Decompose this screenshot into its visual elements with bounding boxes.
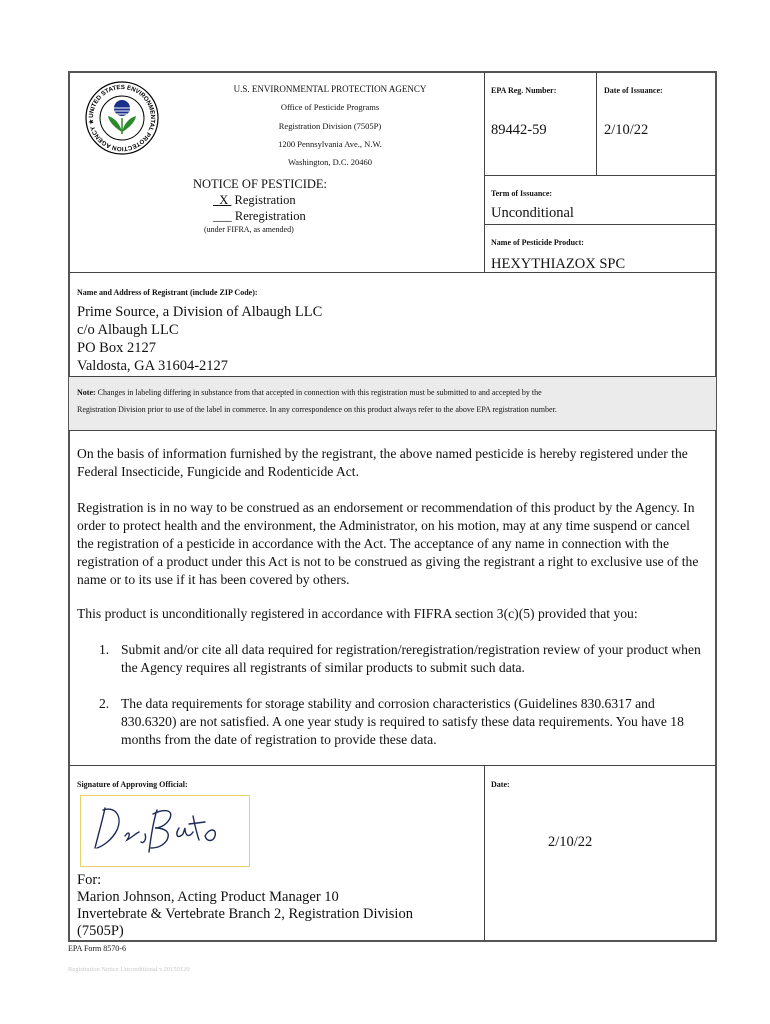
notice-under: (under FIFRA, as amended) xyxy=(204,225,294,234)
note-line-2: Registration Division prior to use of the label in commerce. In any correspondence on this product always refer to the above EPA registration number. xyxy=(77,405,557,414)
product-name-value: HEXYTHIAZOX SPC xyxy=(491,256,626,272)
term-label: Term of Issuance: xyxy=(491,189,553,198)
reg-date-divider xyxy=(596,72,597,175)
product-divider xyxy=(484,224,716,225)
signature-box xyxy=(80,795,250,867)
sign-date-value: 2/10/22 xyxy=(548,834,593,850)
product-name-label: Name of Pesticide Product: xyxy=(491,238,584,247)
reg-number-label: EPA Reg. Number: xyxy=(491,86,557,95)
svg-text:UNITED STATES ENVIRONMENTAL PR: UNITED STATES ENVIRONMENTAL PROTECTION AGENCY ★ xyxy=(87,83,157,153)
body-paragraph-2: Registration is in no way to be construed as an endorsement or recommendation of this product by the Agency. In order to protect health and the environment, the Administrator, on his motion, may at any time suspend or cancel the registration of a pesticide in accordance with the Act. The acceptance of any name in connection with the registration of a product under this Act is not to be construed as giving the registrant a right to exclusive use of the name or to its use if it has been covered by others. xyxy=(77,500,699,587)
signature-divider xyxy=(69,765,716,766)
signature-division-code: (7505P) xyxy=(77,923,124,939)
condition-2-text: The data requirements for storage stability and corrosion characteristics (Guidelines 830.6317 and 830.6320) are not satisfied. A one year study is required to satisfy these data requirements. You have 18 months from the date of registration to provide these data. xyxy=(121,696,684,747)
note-line-1 xyxy=(77,388,542,397)
agency-division: Registration Division (7505P) xyxy=(278,121,382,131)
registrant-line-4: Valdosta, GA 31604-2127 xyxy=(77,358,229,374)
body-paragraph-1: On the basis of information furnished by the registrant, the above named pesticide is hereby registered under the Federal Insecticide, Fungicide and Rodenticide Act. xyxy=(77,446,688,479)
registrant-line-2: c/o Albaugh LLC xyxy=(77,322,179,338)
agency-name: U.S. ENVIRONMENTAL PROTECTION AGENCY xyxy=(233,84,427,94)
agency-office: Office of Pesticide Programs xyxy=(280,102,380,112)
reg-number-value: 89442-59 xyxy=(491,122,547,138)
signature-official-name: Marion Johnson, Acting Product Manager 10 xyxy=(77,889,339,905)
note-label: Note: xyxy=(77,388,96,397)
signature-date-divider xyxy=(484,765,485,941)
header-divider xyxy=(484,72,485,272)
form-footer-version: Registration Notice Unconditional v.20150120 xyxy=(68,966,190,973)
registrant-label: Name and Address of Registrant (include ZIP Code): xyxy=(77,288,258,297)
body-paragraph-3: This product is unconditionally registered in accordance with FIFRA section 3(c)(5) provided that you: xyxy=(77,606,638,621)
condition-1-text: Submit and/or cite all data required for registration/reregistration/registration review of your product when the Agency requires all registrants of similar products to submit such data. xyxy=(121,642,701,675)
notice-registration-option: X Registration xyxy=(213,193,296,207)
condition-1-number: 1. xyxy=(99,642,110,657)
note-text-1: Changes in labeling differing in substance from that accepted in connection with this registration must be submitted to and accepted by the xyxy=(97,388,542,397)
note-box xyxy=(69,376,716,431)
condition-2-number: 2. xyxy=(99,696,110,711)
form-number: EPA Form 8570-6 xyxy=(68,944,126,953)
issuance-date-label: Date of Issuance: xyxy=(604,86,663,95)
term-divider xyxy=(484,175,716,176)
issuance-date-value: 2/10/22 xyxy=(604,122,649,138)
notice-reregistration-option: ___ Reregistration xyxy=(213,209,306,223)
notice-title: NOTICE OF PESTICIDE: xyxy=(192,177,328,191)
epa-seal-logo xyxy=(82,76,162,160)
signature-label: Signature of Approving Official: xyxy=(77,780,188,789)
handwritten-signature xyxy=(81,796,249,866)
sign-date-label: Date: xyxy=(491,780,510,789)
agency-city: Washington, D.C. 20460 xyxy=(287,157,373,167)
registrant-line-1: Prime Source, a Division of Albaugh LLC xyxy=(77,304,323,320)
agency-street: 1200 Pennsylvania Ave., N.W. xyxy=(278,139,382,149)
registrant-line-3: PO Box 2127 xyxy=(77,340,156,356)
signature-for: For: xyxy=(77,872,102,888)
term-value: Unconditional xyxy=(491,205,574,221)
signature-branch: Invertebrate & Vertebrate Branch 2, Registration Division xyxy=(77,906,413,922)
